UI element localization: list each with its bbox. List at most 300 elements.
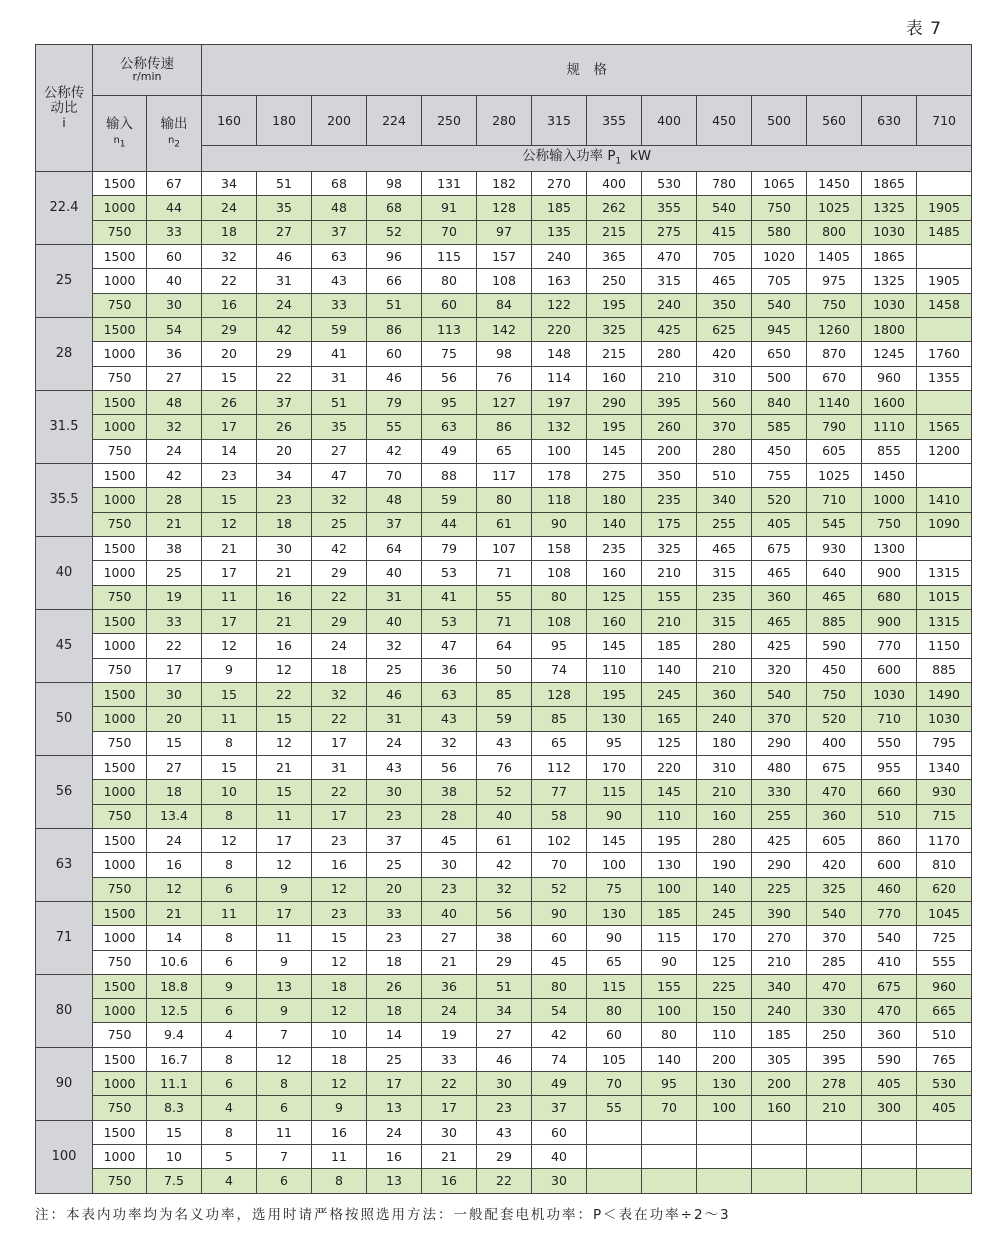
output-speed-cell: 27	[147, 755, 202, 779]
power-cell: 180	[697, 731, 752, 755]
table-row	[36, 658, 972, 682]
power-cell: 410	[862, 950, 917, 974]
power-cell: 340	[752, 974, 807, 998]
power-cell: 9	[202, 658, 257, 682]
power-cell: 178	[532, 463, 587, 487]
power-cell: 23	[312, 901, 367, 925]
power-cell: 45	[532, 950, 587, 974]
power-cell: 1140	[807, 390, 862, 414]
ratio-cell: 31.5	[36, 390, 93, 463]
output-speed-cell: 32	[147, 415, 202, 439]
output-speed-cell: 22	[147, 634, 202, 658]
power-cell: 96	[367, 244, 422, 268]
power-cell: 220	[642, 755, 697, 779]
power-cell: 670	[807, 366, 862, 390]
power-cell: 13	[367, 1096, 422, 1120]
power-cell: 840	[752, 390, 807, 414]
input-speed-header-label: 输入	[106, 115, 133, 132]
power-cell	[752, 1145, 807, 1169]
power-cell: 115	[587, 780, 642, 804]
power-cell	[642, 1169, 697, 1194]
power-cell: 885	[807, 609, 862, 633]
ratio-cell: 28	[36, 317, 93, 390]
power-cell: 43	[477, 731, 532, 755]
power-cell: 1315	[917, 609, 972, 633]
power-cell: 59	[422, 488, 477, 512]
power-cell: 113	[422, 317, 477, 341]
power-cell: 24	[202, 196, 257, 220]
power-cell: 51	[477, 974, 532, 998]
power-cell: 185	[752, 1023, 807, 1047]
ratio-cell: 90	[36, 1047, 93, 1120]
power-cell: 305	[752, 1047, 807, 1071]
input-speed-cell: 1000	[93, 342, 147, 366]
power-cell: 29	[312, 609, 367, 633]
table-row	[36, 634, 972, 658]
power-cell: 55	[477, 585, 532, 609]
power-cell	[642, 1120, 697, 1144]
input-speed-cell: 1500	[93, 974, 147, 998]
table-row	[36, 1047, 972, 1071]
power-cell: 42	[477, 853, 532, 877]
power-cell: 60	[422, 293, 477, 317]
table-row	[36, 244, 972, 268]
size-header-250: 250	[422, 96, 477, 146]
output-speed-cell: 48	[147, 390, 202, 414]
power-cell: 480	[752, 755, 807, 779]
power-cell: 155	[642, 585, 697, 609]
power-cell	[807, 1169, 862, 1194]
input-speed-cell: 1000	[93, 1072, 147, 1096]
power-cell: 40	[422, 901, 477, 925]
power-cell: 160	[697, 804, 752, 828]
output-speed-cell: 17	[147, 658, 202, 682]
power-cell: 75	[422, 342, 477, 366]
output-speed-cell: 27	[147, 366, 202, 390]
power-cell: 4	[202, 1023, 257, 1047]
power-cell: 142	[477, 317, 532, 341]
power-cell: 17	[312, 731, 367, 755]
power-cell: 370	[697, 415, 752, 439]
size-header-315: 315	[532, 96, 587, 146]
power-cell: 29	[477, 1145, 532, 1169]
power-cell: 1905	[917, 269, 972, 293]
input-speed-cell: 1500	[93, 536, 147, 560]
power-cell: 24	[312, 634, 367, 658]
power-cell: 255	[697, 512, 752, 536]
power-cell: 14	[367, 1023, 422, 1047]
power-cell: 605	[807, 828, 862, 852]
power-cell: 170	[587, 755, 642, 779]
output-speed-cell: 36	[147, 342, 202, 366]
output-speed-cell: 7.5	[147, 1169, 202, 1194]
power-cell: 1325	[862, 269, 917, 293]
power-cell: 32	[367, 634, 422, 658]
table-row	[36, 415, 972, 439]
power-cell: 590	[807, 634, 862, 658]
power-cell: 450	[807, 658, 862, 682]
power-cell: 80	[642, 1023, 697, 1047]
input-speed-cell: 1000	[93, 269, 147, 293]
power-cell: 90	[532, 512, 587, 536]
power-cell: 650	[752, 342, 807, 366]
power-cell: 40	[367, 561, 422, 585]
power-cell	[697, 1120, 752, 1144]
power-cell: 530	[917, 1072, 972, 1096]
power-cell	[697, 1145, 752, 1169]
power-cell: 114	[532, 366, 587, 390]
power-cell: 675	[752, 536, 807, 560]
output-speed-cell: 21	[147, 512, 202, 536]
power-cell: 21	[257, 609, 312, 633]
power-cell: 360	[862, 1023, 917, 1047]
power-cell: 750	[752, 196, 807, 220]
output-speed-cell: 67	[147, 172, 202, 196]
power-header-label: 公称输入功率 P	[522, 148, 616, 165]
power-cell: 17	[257, 828, 312, 852]
power-cell: 11	[312, 1145, 367, 1169]
power-cell: 210	[642, 561, 697, 585]
power-cell: 122	[532, 293, 587, 317]
power-cell: 210	[752, 950, 807, 974]
power-cell: 725	[917, 926, 972, 950]
power-cell: 90	[587, 926, 642, 950]
power-cell: 135	[532, 220, 587, 244]
power-cell: 61	[477, 828, 532, 852]
power-cell: 210	[807, 1096, 862, 1120]
power-cell: 405	[752, 512, 807, 536]
power-cell: 395	[642, 390, 697, 414]
power-cell: 225	[752, 877, 807, 901]
power-cell: 108	[532, 561, 587, 585]
power-cell: 11	[257, 1120, 312, 1144]
power-cell	[917, 317, 972, 341]
power-cell: 42	[312, 536, 367, 560]
power-cell: 71	[477, 561, 532, 585]
power-cell: 70	[367, 463, 422, 487]
table-row	[36, 682, 972, 706]
output-speed-cell: 25	[147, 561, 202, 585]
power-cell: 285	[807, 950, 862, 974]
power-cell: 755	[752, 463, 807, 487]
power-cell: 37	[257, 390, 312, 414]
table-caption: 表 7	[905, 19, 942, 39]
power-cell: 1065	[752, 172, 807, 196]
power-cell: 315	[697, 609, 752, 633]
table-row	[36, 317, 972, 341]
power-cell: 44	[422, 512, 477, 536]
power-cell: 46	[367, 682, 422, 706]
power-cell: 465	[807, 585, 862, 609]
power-cell: 1200	[917, 439, 972, 463]
power-cell: 90	[532, 901, 587, 925]
table-row	[36, 901, 972, 925]
input-speed-cell: 1500	[93, 172, 147, 196]
input-speed-cell: 1500	[93, 1120, 147, 1144]
power-cell: 6	[202, 999, 257, 1023]
power-cell: 7	[257, 1145, 312, 1169]
power-cell: 12	[257, 1047, 312, 1071]
power-cell: 930	[807, 536, 862, 560]
power-cell: 16	[312, 853, 367, 877]
power-cell: 128	[532, 682, 587, 706]
power-cell: 510	[862, 804, 917, 828]
power-cell	[917, 1145, 972, 1169]
power-cell: 95	[587, 731, 642, 755]
power-cell: 56	[422, 366, 477, 390]
power-cell: 29	[202, 317, 257, 341]
table-row	[36, 974, 972, 998]
power-cell: 9	[202, 974, 257, 998]
table-row	[36, 609, 972, 633]
table-body	[36, 172, 972, 1194]
power-header	[202, 146, 972, 172]
power-cell: 97	[477, 220, 532, 244]
power-cell: 185	[532, 196, 587, 220]
power-cell: 42	[532, 1023, 587, 1047]
power-cell: 1025	[807, 463, 862, 487]
power-cell: 65	[477, 439, 532, 463]
power-cell: 1600	[862, 390, 917, 414]
table-row	[36, 707, 972, 731]
power-cell	[752, 1120, 807, 1144]
output-speed-cell: 54	[147, 317, 202, 341]
power-cell: 15	[202, 366, 257, 390]
input-speed-cell: 750	[93, 1169, 147, 1194]
power-cell: 15	[312, 926, 367, 950]
power-cell: 365	[587, 244, 642, 268]
power-cell: 6	[257, 1169, 312, 1194]
power-cell: 600	[862, 658, 917, 682]
size-header-500: 500	[752, 96, 807, 146]
power-cell: 465	[752, 609, 807, 633]
power-cell: 6	[202, 1072, 257, 1096]
ratio-cell: 71	[36, 901, 93, 974]
power-cell: 77	[532, 780, 587, 804]
power-cell: 70	[422, 220, 477, 244]
speed-header-unit: r/min	[132, 70, 162, 84]
power-cell: 8	[202, 1047, 257, 1071]
power-cell: 140	[642, 658, 697, 682]
power-cell: 95	[642, 1072, 697, 1096]
power-cell: 860	[862, 828, 917, 852]
input-speed-cell: 1000	[93, 999, 147, 1023]
power-cell: 35	[312, 415, 367, 439]
power-cell: 960	[917, 974, 972, 998]
power-cell: 16	[257, 585, 312, 609]
input-speed-cell: 1500	[93, 463, 147, 487]
power-cell	[807, 1145, 862, 1169]
output-speed-cell: 16	[147, 853, 202, 877]
power-cell: 1110	[862, 415, 917, 439]
power-cell: 8	[257, 1072, 312, 1096]
input-speed-cell: 750	[93, 731, 147, 755]
input-speed-cell: 750	[93, 877, 147, 901]
power-cell: 800	[807, 220, 862, 244]
power-cell: 58	[532, 804, 587, 828]
power-cell: 1355	[917, 366, 972, 390]
power-cell: 185	[642, 901, 697, 925]
output-speed-cell: 28	[147, 488, 202, 512]
power-cell: 7	[257, 1023, 312, 1047]
power-cell: 625	[697, 317, 752, 341]
power-cell: 20	[257, 439, 312, 463]
table-row	[36, 463, 972, 487]
power-cell: 30	[422, 1120, 477, 1144]
power-cell: 38	[477, 926, 532, 950]
size-header-450: 450	[697, 96, 752, 146]
power-cell: 1405	[807, 244, 862, 268]
power-cell: 100	[642, 999, 697, 1023]
output-speed-cell: 24	[147, 828, 202, 852]
power-header-subscript: 1	[615, 156, 622, 167]
power-cell: 420	[807, 853, 862, 877]
power-cell	[917, 244, 972, 268]
input-speed-cell: 1500	[93, 1047, 147, 1071]
power-cell: 278	[807, 1072, 862, 1096]
power-cell: 61	[477, 512, 532, 536]
input-speed-header-symbol: n	[113, 134, 120, 146]
power-cell: 95	[532, 634, 587, 658]
power-cell: 148	[532, 342, 587, 366]
power-cell: 91	[422, 196, 477, 220]
power-cell: 56	[477, 901, 532, 925]
power-cell: 30	[422, 853, 477, 877]
power-cell: 52	[367, 220, 422, 244]
power-cell: 32	[422, 731, 477, 755]
table-row	[36, 269, 972, 293]
header-row-1	[36, 45, 972, 96]
table-row	[36, 390, 972, 414]
power-cell: 37	[532, 1096, 587, 1120]
power-cell: 145	[642, 780, 697, 804]
power-cell: 16	[367, 1145, 422, 1169]
input-speed-cell: 1500	[93, 828, 147, 852]
power-cell: 280	[697, 634, 752, 658]
power-cell: 1800	[862, 317, 917, 341]
power-cell: 55	[587, 1096, 642, 1120]
power-cell: 160	[752, 1096, 807, 1120]
power-cell: 23	[367, 804, 422, 828]
power-cell: 76	[477, 755, 532, 779]
power-cell: 320	[752, 658, 807, 682]
table-row	[36, 877, 972, 901]
power-cell: 675	[807, 755, 862, 779]
power-cell	[862, 1120, 917, 1144]
power-cell: 665	[917, 999, 972, 1023]
power-cell: 180	[587, 488, 642, 512]
power-cell: 8	[202, 1120, 257, 1144]
power-cell: 18	[257, 512, 312, 536]
power-cell: 63	[422, 682, 477, 706]
power-cell: 195	[587, 415, 642, 439]
output-speed-cell: 33	[147, 609, 202, 633]
input-speed-cell: 1000	[93, 634, 147, 658]
power-cell: 660	[862, 780, 917, 804]
power-cell: 47	[422, 634, 477, 658]
power-cell	[697, 1169, 752, 1194]
power-cell: 340	[697, 488, 752, 512]
power-cell: 12	[202, 512, 257, 536]
power-cell: 195	[587, 682, 642, 706]
output-speed-cell: 13.4	[147, 804, 202, 828]
power-cell: 1490	[917, 682, 972, 706]
power-cell: 470	[807, 780, 862, 804]
power-cell: 24	[367, 1120, 422, 1144]
power-cell: 25	[367, 1047, 422, 1071]
power-cell: 680	[862, 585, 917, 609]
input-speed-cell: 1500	[93, 390, 147, 414]
power-cell: 18	[202, 220, 257, 244]
spec-header: 规 格	[202, 45, 972, 96]
power-cell: 210	[697, 780, 752, 804]
size-header-180: 180	[257, 96, 312, 146]
power-cell: 210	[642, 609, 697, 633]
output-speed-header-subscript: 2	[174, 139, 181, 150]
power-cell: 10	[202, 780, 257, 804]
power-cell: 70	[532, 853, 587, 877]
input-speed-cell: 750	[93, 220, 147, 244]
power-cell: 150	[697, 999, 752, 1023]
ratio-header-line3: i	[62, 114, 66, 130]
size-header-160: 160	[202, 96, 257, 146]
power-cell: 160	[587, 609, 642, 633]
ratio-cell: 45	[36, 609, 93, 682]
power-cell: 14	[202, 439, 257, 463]
power-cell: 545	[807, 512, 862, 536]
power-cell: 108	[532, 609, 587, 633]
power-cell	[642, 1145, 697, 1169]
power-cell: 360	[807, 804, 862, 828]
power-cell: 300	[862, 1096, 917, 1120]
power-cell: 23	[257, 488, 312, 512]
power-cell: 46	[477, 1047, 532, 1071]
power-cell: 12	[202, 828, 257, 852]
power-cell: 1865	[862, 172, 917, 196]
output-speed-cell: 10.6	[147, 950, 202, 974]
power-cell: 250	[807, 1023, 862, 1047]
power-cell: 12	[257, 731, 312, 755]
power-cell: 1090	[917, 512, 972, 536]
power-cell: 275	[642, 220, 697, 244]
power-cell: 90	[587, 804, 642, 828]
power-cell: 46	[257, 244, 312, 268]
power-cell: 23	[202, 463, 257, 487]
ratio-cell: 25	[36, 244, 93, 317]
table-row	[36, 780, 972, 804]
power-cell: 48	[367, 488, 422, 512]
table-row	[36, 1145, 972, 1169]
table-row	[36, 1096, 972, 1120]
power-cell: 580	[752, 220, 807, 244]
power-cell: 160	[587, 366, 642, 390]
power-cell: 86	[367, 317, 422, 341]
output-speed-cell: 21	[147, 901, 202, 925]
power-cell: 360	[752, 585, 807, 609]
table-row	[36, 853, 972, 877]
power-cell: 22	[477, 1169, 532, 1194]
ratio-cell: 63	[36, 828, 93, 901]
power-cell: 35	[257, 196, 312, 220]
power-cell: 12	[312, 999, 367, 1023]
power-cell: 36	[422, 974, 477, 998]
power-cell: 1315	[917, 561, 972, 585]
ratio-header	[36, 45, 93, 172]
power-cell: 245	[697, 901, 752, 925]
input-speed-header	[93, 96, 147, 172]
power-cell: 68	[367, 196, 422, 220]
power-cell: 20	[202, 342, 257, 366]
